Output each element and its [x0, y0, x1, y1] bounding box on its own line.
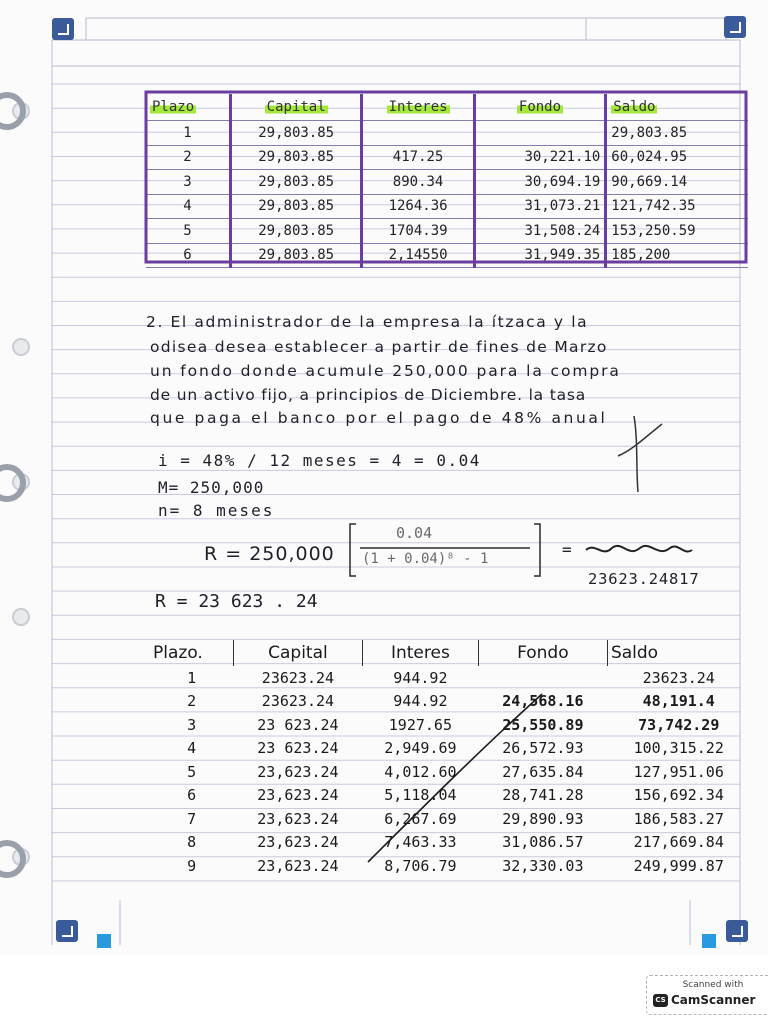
formula-numerator: 0.04: [396, 524, 433, 542]
fondo-cell: 24,568.16: [502, 692, 584, 711]
scribble-mark: [612, 410, 672, 496]
saldo-cell: 217,669.84: [633, 833, 724, 852]
problem-line-3: un fondo donde acumule 250,000 para la compra: [150, 362, 621, 380]
fondo-cell: 31,508.24: [474, 219, 606, 244]
saldo-cell: 127,951.06: [633, 762, 724, 781]
top-right-corner-mark: [724, 16, 746, 38]
interes-cell: 1927.65: [388, 715, 452, 734]
plazo-cell: 2: [187, 692, 197, 711]
plazo-cell: 4: [187, 739, 197, 758]
table-row: [150, 666, 750, 690]
fondo-cell: [478, 666, 607, 690]
fondo-cell: 26,572.93: [502, 739, 584, 758]
camscanner-watermark: [646, 975, 768, 1015]
header-cell: Saldo: [607, 640, 750, 666]
plazo-cell: 6: [146, 243, 230, 268]
saldo-cell: 23623.24: [642, 668, 715, 687]
problem-line-2: odisea desea establecer a partir de fines de Marzo: [150, 338, 608, 356]
capital-cell: 29,803.85: [230, 170, 362, 195]
interes-cell: 2,949.69: [384, 739, 457, 758]
bottom-left-corner-mark: [56, 920, 78, 942]
fondo-cell: 25,550.89: [502, 715, 584, 734]
saldo-cell: 249,999.87: [633, 856, 724, 875]
camscanner-logo-icon: CS: [653, 994, 668, 1007]
problem-line-5: que paga el banco por el pago de 48% anual: [150, 409, 608, 427]
saldo-cell: 185,200: [606, 243, 748, 268]
header-cell: Capital: [230, 94, 362, 121]
scanned-with-label: Scanned with: [682, 980, 744, 990]
interes-cell: 890.34: [362, 170, 474, 195]
fondo-cell: 31,073.21: [474, 194, 606, 219]
saldo-cell: 90,669.14: [606, 170, 748, 195]
plazo-cell: 7: [187, 809, 197, 828]
plazo-cell: 5: [187, 762, 197, 781]
top-left-corner-mark: [52, 18, 74, 40]
plazo-cell: 2: [146, 145, 230, 170]
formula-lhs: R = 250,000: [204, 543, 335, 565]
capital-cell: 23 623.24: [257, 739, 339, 758]
header-cell: Interes: [362, 94, 474, 121]
binder-hole-4: [12, 608, 30, 626]
saldo-cell: 100,315.22: [633, 739, 724, 758]
capital-cell: 23623.24: [261, 692, 335, 711]
saldo-cell: 73,742.29: [638, 715, 720, 734]
interes-cell: 417.25: [362, 145, 474, 170]
fondo-cell: 32,330.03: [502, 856, 584, 875]
fondo-cell: 30,694.19: [474, 170, 606, 195]
plazo-cell: 5: [146, 219, 230, 244]
capital-cell: 23 623.24: [257, 715, 339, 734]
header-cell: Capital: [233, 640, 362, 666]
fondo-cell: 27,635.84: [502, 762, 584, 781]
header-cell: Saldo: [606, 94, 748, 121]
capital-cell: 29,803.85: [230, 243, 362, 268]
header-cell: Plazo: [146, 94, 230, 121]
fondo-cell: 28,741.28: [502, 786, 584, 805]
header-cell: Fondo: [517, 643, 569, 663]
plazo-cell: 9: [187, 856, 197, 875]
header-cell: Plazo.: [153, 643, 203, 663]
binder-hole-2: [12, 338, 30, 356]
camscanner-brand: CamScanner: [671, 993, 756, 1007]
capital-cell: 29,803.85: [230, 145, 362, 170]
capital-cell: 23,623.24: [257, 786, 339, 805]
saldo-cell: 153,250.59: [606, 219, 748, 244]
fondo-cell: 31,949.35: [474, 243, 606, 268]
interes-cell: 5,118.04: [384, 786, 457, 805]
bottom-right-corner-mark: [726, 920, 748, 942]
diagonal-pen-stroke: [360, 690, 550, 870]
formula-result: 23623.24817: [588, 570, 700, 588]
table-header-row: [150, 640, 750, 666]
interes-cell: 8,706.79: [384, 856, 457, 875]
interes-cell: 944.92: [393, 668, 448, 687]
amount-line: M= 250,000: [158, 478, 265, 497]
header-cell: Fondo: [474, 94, 606, 121]
saldo-cell: 29,803.85: [606, 121, 748, 146]
table-1-outline: [144, 90, 750, 266]
capital-cell: 23623.24: [261, 668, 335, 687]
saldo-cell: 48,191.4: [642, 692, 715, 711]
capital-cell: 23,623.24: [257, 856, 339, 875]
capital-cell: 29,803.85: [230, 219, 362, 244]
saldo-cell: 156,692.34: [633, 786, 724, 805]
blue-square-mark-left: [97, 934, 111, 948]
r-result: R = 23 623 . 24: [155, 591, 318, 612]
rate-line: i = 48% / 12 meses = 4 = 0.04: [158, 451, 481, 470]
plazo-cell: 8: [187, 833, 197, 852]
periods-line: n= 8 meses: [158, 501, 275, 520]
interes-cell: 2,14550: [362, 243, 474, 268]
plazo-cell: 3: [187, 715, 197, 734]
capital-cell: 23,623.24: [257, 809, 339, 828]
capital-cell: 29,803.85: [230, 121, 362, 146]
capital-cell: 29,803.85: [230, 194, 362, 219]
plazo-cell: 3: [146, 170, 230, 195]
plazo-cell: 4: [146, 194, 230, 219]
saldo-cell: 186,583.27: [633, 809, 724, 828]
saldo-cell: 121,742.35: [606, 194, 748, 219]
capital-cell: 23,623.24: [257, 833, 339, 852]
blue-square-mark-right: [702, 934, 716, 948]
interes-cell: 6,267.69: [384, 809, 457, 828]
fondo-cell: 30,221.10: [474, 145, 606, 170]
saldo-cell: 60,024.95: [606, 145, 748, 170]
capital-cell: 23,623.24: [257, 762, 339, 781]
formula-equals: =: [562, 540, 572, 559]
plazo-cell: 1: [187, 668, 197, 687]
fondo-cell: 31,086.57: [502, 833, 584, 852]
fondo-cell: 29,890.93: [502, 809, 584, 828]
plazo-cell: 6: [187, 786, 197, 805]
interes-cell: 944.92: [393, 692, 448, 711]
formula-brackets: [346, 520, 546, 580]
scratched-out-result: [584, 540, 694, 560]
header-cell: Interes: [363, 640, 479, 666]
problem-line-1: 2. El administrador de la empresa la ítzaca y la: [146, 313, 589, 331]
formula-denominator: (1 + 0.04)⁸ - 1: [362, 551, 489, 567]
interes-cell: 4,012.60: [384, 762, 457, 781]
interes-cell: 1264.36: [362, 194, 474, 219]
interes-cell: 1704.39: [362, 219, 474, 244]
interes-cell: 7,463.33: [384, 833, 457, 852]
plazo-cell: 1: [146, 121, 230, 146]
problem-line-4: de un activo fijo, a principios de Diciembre. la tasa: [150, 386, 587, 404]
